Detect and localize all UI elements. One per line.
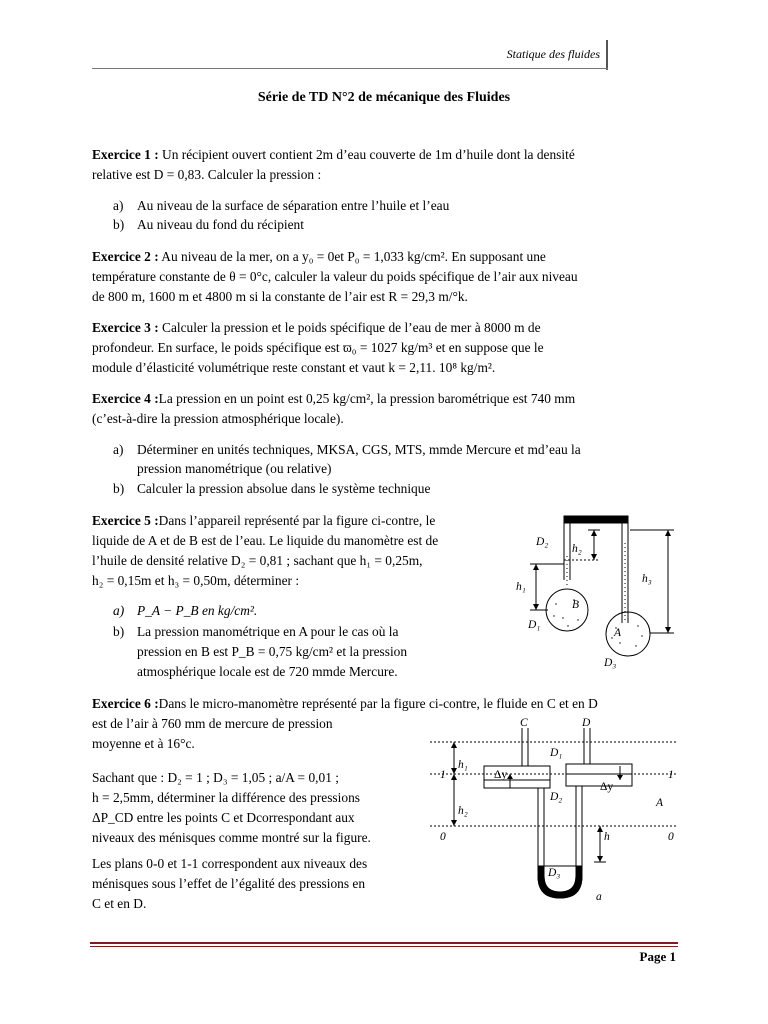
ex6-micromanometer-figure	[430, 716, 678, 912]
fig6-label-dy1: Δy	[494, 769, 508, 781]
ex1-paragraph	[92, 145, 676, 185]
running-header: Statique des fluides	[506, 47, 600, 61]
fig5-label-a: A	[614, 627, 622, 639]
ex4-paragraph	[92, 389, 676, 429]
ex4-label: Exercice 4 :	[92, 391, 159, 406]
fig5-label-h1: h₁	[516, 581, 526, 593]
ex3-label: Exercice 3 :	[92, 320, 159, 335]
fig5-label-h3: h₃	[642, 573, 652, 585]
ex6-label: Exercice 6 :	[92, 696, 159, 711]
ex4-item-a: a) Déterminer en unités techniques, MKSA, CGS, MTS, mmde Mercure et md’eau la	[113, 442, 581, 457]
ex3-line2: profondeur. En surface, le poids spécifique est ϖ₀ = 1027 kg/m³ et en suppose que le	[92, 340, 544, 355]
ex5-line4: h₂ = 0,15m et h₃ = 0,50m, déterminer :	[92, 573, 300, 588]
ex2-label: Exercice 2 :	[92, 249, 159, 264]
ex2-line2: température constante de θ = 0°c, calculer la valeur du poids spécifique de l’air aux niveau	[92, 269, 578, 284]
ex5-item-b-cont2: atmosphérique locale est de 720 mmde Mercure.	[137, 664, 398, 679]
fig6-label-0-right: 0	[668, 831, 674, 843]
fig6-label-h2: h₂	[458, 805, 468, 817]
footer-rule-thin	[90, 946, 678, 947]
ex1-line2: relative est D = 0,83. Calculer la pression :	[92, 167, 322, 182]
fig6-label-d2: D₂	[550, 791, 563, 803]
ex5-item-a: a) P_A − P_B en kg/cm².	[113, 603, 258, 618]
fig5-top-tube	[564, 516, 628, 523]
fig5-bulb-b	[546, 589, 588, 631]
document-title: Série de TD N°2 de mécanique des Fluides	[257, 90, 511, 105]
ex6-line10: C et en D.	[92, 896, 147, 911]
fig6-label-h: h	[604, 831, 610, 843]
ex5-label: Exercice 5 :	[92, 513, 159, 528]
ex6-line3: moyenne et à 16°c.	[92, 736, 195, 751]
ex6-line6: ΔP_CD entre les points C et Dcorrespondant aux	[92, 810, 355, 825]
ex4-line1: La pression en un point est 0,25 kg/cm², la pression barométrique est 740 mm	[158, 391, 576, 406]
header-rule	[92, 68, 608, 69]
fig5-label-d3: D₃	[604, 657, 617, 669]
ex3-paragraph	[92, 318, 676, 378]
ex1-label: Exercice 1 :	[92, 147, 159, 162]
fig6-label-d1: D₁	[550, 747, 563, 759]
fig6-label-a: a	[596, 891, 602, 903]
fig6-label-0-left: 0	[440, 831, 446, 843]
ex4-item-b: b) Calculer la pression absolue dans le système technique	[113, 481, 431, 496]
fig6-label-h1: h₁	[458, 759, 468, 771]
ex6-line7: niveaux des ménisques comme montré sur la figure.	[92, 830, 371, 845]
fig6-label-c: C	[520, 717, 528, 729]
footer-rule-thick	[90, 942, 678, 944]
ex6-line2: est de l’air à 760 mm de mercure de pression	[92, 716, 333, 731]
fig6-label-1-left: 1	[440, 769, 446, 781]
ex1-item-a: a) Au niveau de la surface de séparation entre l’huile et l’eau	[113, 198, 450, 213]
ex5-item-b: b) La pression manométrique en A pour le cas où la	[113, 624, 399, 639]
ex2-paragraph	[92, 247, 676, 307]
ex1-item-b: b) Au niveau du fond du récipient	[113, 217, 304, 232]
fig6-label-1-right: 1	[668, 769, 674, 781]
ex5-line1: Dans l’appareil représenté par la figure ci-contre, le	[158, 513, 436, 528]
ex4-item-a-cont: pression manométrique (ou relative)	[137, 461, 332, 476]
fig5-label-b: B	[572, 599, 580, 611]
fig6-label-d: D	[582, 717, 591, 729]
page-number: Page 1	[639, 949, 676, 964]
ex6-line5: h = 2,5mm, déterminer la différence des pressions	[92, 790, 360, 805]
fig6-label-d3: D₃	[548, 867, 561, 879]
ex4-line2: (c’est-à-dire la pression atmosphérique locale).	[92, 411, 344, 426]
fig5-label-d2: D₂	[536, 536, 549, 548]
ex2-line3: de 800 m, 1600 m et 4800 m si la constante de l’air est R = 29,3 m/°k.	[92, 289, 468, 304]
ex6-body	[92, 714, 422, 914]
fig5-label-d1: D₁	[528, 619, 541, 631]
ex3-line1: Calculer la pression et le poids spécifique de l’eau de mer à 8000 m de	[158, 320, 541, 335]
fig5-label-h2: h₂	[572, 543, 582, 555]
fig6-label-A: A	[656, 797, 664, 809]
ex5-manometer-figure	[508, 508, 678, 678]
ex5-item-b-cont1: pression en B est P_B = 0,75 kg/cm² et la pression	[137, 644, 408, 659]
ex6-line8: Les plans 0-0 et 1-1 correspondent aux niveaux des	[92, 856, 368, 871]
ex6-line9: ménisques sous l’effet de l’égalité des pressions en	[92, 876, 366, 891]
ex1-line1: Un récipient ouvert contient 2m d’eau couverte de 1m d’huile dont la densité	[158, 147, 575, 162]
fig6-label-dy2: Δy	[600, 781, 614, 793]
ex5-paragraph	[92, 511, 502, 591]
ex6-line1: Dans le micro-manomètre représenté par la figure ci-contre, le fluide en C et en D	[158, 696, 598, 711]
ex3-line3: module d’élasticité volumétrique reste constant et vaut k = 2,11. 10⁸ kg/m².	[92, 360, 496, 375]
ex6-first-line	[92, 694, 676, 714]
header-vertical-bar	[606, 40, 608, 70]
ex5-line2: liquide de A et de B est de l’eau. Le liquide du manomètre est de	[92, 533, 439, 548]
ex6-line4: Sachant que : D₂ = 1 ; D₃ = 1,05 ; a/A = 0,01 ;	[92, 770, 339, 785]
ex2-line1: Au niveau de la mer, on a y₀ = 0et P₀ = 1,033 kg/cm². En supposant une	[158, 249, 546, 264]
ex5-line3: l’huile de densité relative D₂ = 0,81 ; sachant que h₁ = 0,25m,	[92, 553, 423, 568]
